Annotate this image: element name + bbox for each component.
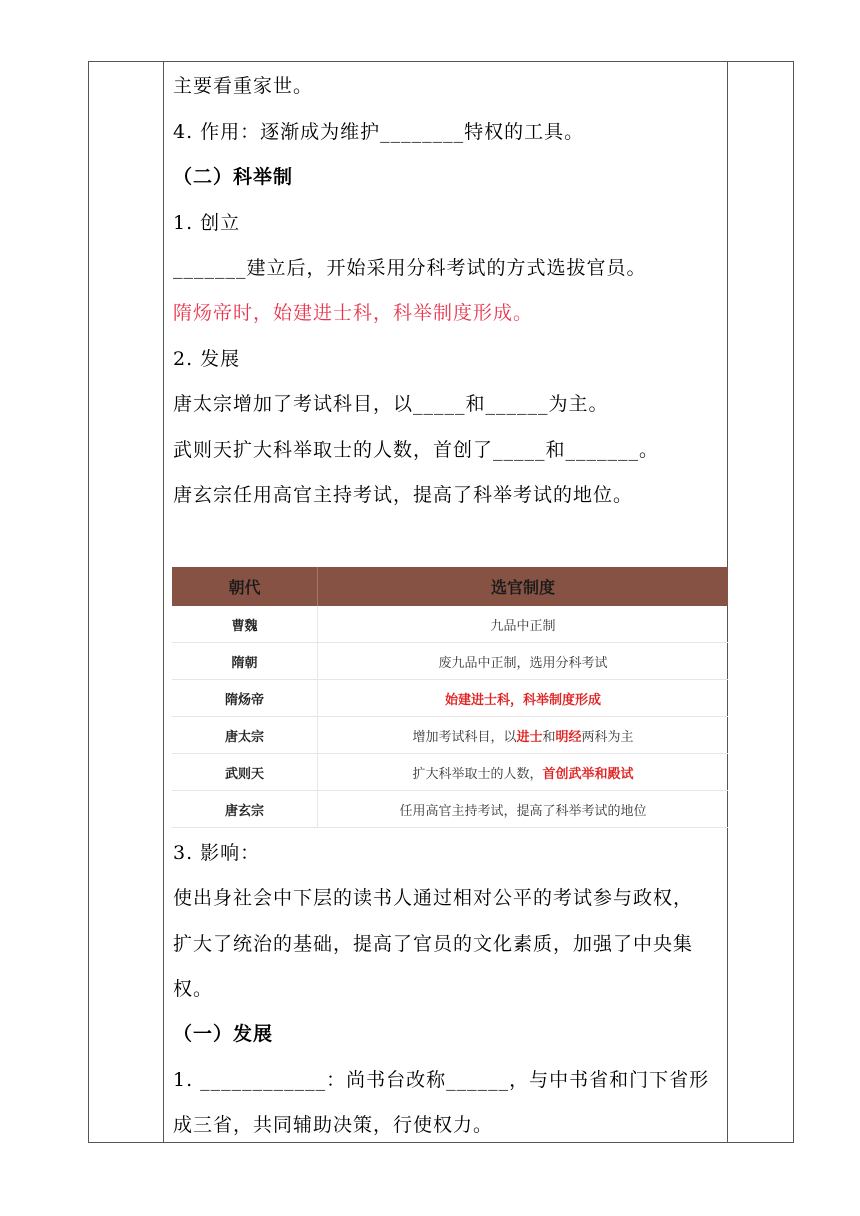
section-heading: （一）发展 [173,1023,274,1045]
table-row [172,643,728,680]
system-text: 扩大科举取士的人数， [412,766,543,782]
text-line: 扩大了统治的基础，提高了官员的文化素质，加强了中央集 [173,933,694,955]
text-line: _______建立后，开始采用分科考试的方式选拔官员。 [173,257,647,279]
text-line: 成三省，共同辅助决策，行使权力。 [173,1114,494,1136]
header-system: 选官制度 [318,567,729,606]
dynasty-cell: 唐玄宗 [172,791,318,828]
system-text-highlight: 首创武举和殿试 [542,766,634,782]
table-row [172,754,728,791]
text-line: 使出身社会中下层的读书人通过相对公平的考试参与政权， [173,887,694,909]
header-dynasty: 朝代 [172,567,318,606]
text-line: 4. 作用：逐渐成为维护________特权的工具。 [173,121,585,143]
dynasty-cell: 武则天 [172,754,318,791]
system-text-highlight: 始建进士科，科举制度形成 [444,692,601,708]
system-cell [318,606,729,643]
selection-system-table [172,567,728,828]
table-row [172,606,728,643]
system-text: 增加考试科目，以 [412,729,517,745]
dynasty-cell: 曹魏 [172,606,318,643]
table-row [172,791,728,828]
system-text-highlight: 明经 [555,729,582,745]
dynasty-cell: 唐太宗 [172,717,318,754]
text-line: 1. 创立 [173,212,241,234]
system-cell [318,717,729,754]
text-line: 权。 [173,978,214,1000]
system-text: 和 [542,729,556,745]
system-text: 任用高官主持考试，提高了科举考试的地位 [399,803,647,819]
system-text-highlight: 进士 [516,729,543,745]
text-line: 武则天扩大科举取士的人数，首创了_____和_______。 [173,439,660,461]
system-text: 废九品中正制，选用分科考试 [438,655,608,671]
system-text: 两科为主 [581,729,634,745]
red-text-line: 隋炀帝时，始建进士科，科举制度形成。 [173,302,534,324]
system-cell [318,643,729,680]
system-cell [318,680,729,717]
text-line: 主要看重家世。 [173,75,314,97]
dynasty-cell: 隋朝 [172,643,318,680]
system-text: 九品中正制 [490,618,556,634]
table-header-row [172,567,728,606]
table-row [172,680,728,717]
text-line: 2. 发展 [173,348,241,370]
dynasty-cell: 隋炀帝 [172,680,318,717]
system-cell [318,791,729,828]
text-line: 3. 影响： [173,842,261,864]
table-row [172,717,728,754]
column-divider-left [163,61,164,1143]
text-line: 唐玄宗任用高官主持考试，提高了科举考试的地位。 [173,484,634,506]
section-heading: （二）科举制 [173,166,294,188]
text-line: 1. ____________：尚书台改称______，与中书省和门下省形 [173,1069,710,1091]
text-line: 唐太宗增加了考试科目，以_____和______为主。 [173,393,609,415]
system-cell [318,754,729,791]
